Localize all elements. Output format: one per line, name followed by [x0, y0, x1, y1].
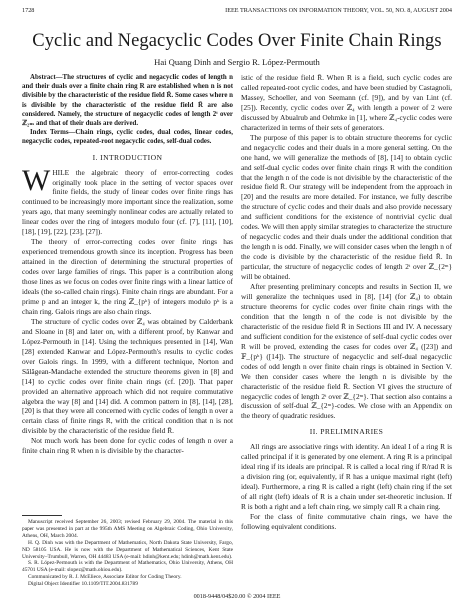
running-header	[22, 7, 452, 16]
paper-authors: Hai Quang Dinh and Sergio R. López-Permouth	[154, 57, 320, 67]
footnote-lopez: S. R. López-Permouth is with the Department of Mathematics, Ohio University, Athens, OH 45701 USA (e-mail: slopez@math.ohiou.edu).	[22, 560, 233, 574]
right-paragraph-3: After presenting preliminary concepts and results in Section II, we will generalize the techniques used in [8], [14] (for ℤ₄) to obtain structure theorems for cyclic codes over finite chain rings with the condition that the length n of the code is not divisible by the characteristic of the residue field R̄ in Sections III and IV. A necessary and sufficient condition for the existence of self-dual cyclic codes over R will be proved, extending the cases for codes over ℤ₄ ([23]) and 𝔽_{pᵏ} ([14]). The structure of negacyclic and self-dual negacyclic codes of odd length n over finite chain rings is obtained in Section V. We then consider cases where the length n is divisible by the characteristic of the residue field R̄. Section VI gives the structure of negacyclic codes of length 2ᵗ over ℤ_{2ᵐ}. That section also contains a discussion of self-dual ℤ_{2ᵐ}-codes. We close with an Appendix on the theory of quadratic residues.	[241, 282, 452, 421]
intro-paragraph-1-text: HILE the algebraic theory of error-correcting codes originally took place in the setting of vector spaces over finite fields, the study of linear codes over finite rings has continued to be increasingly more important since the realization, some years ago, that many seemingly nonlinear codes are actually related to linear codes over the ring of integers modulo four (cf. [7], [11], [10], [18], [19], [22], [23], [27]).	[22, 167, 233, 237]
journal-header: IEEE TRANSACTIONS ON INFORMATION THEORY, VOL. 50, NO. 8, AUGUST 2004	[225, 7, 452, 14]
footnote-communicated: Communicated by R. J. McEliece, Associate Editor for Coding Theory.	[28, 574, 182, 581]
page-number: 1728	[22, 7, 35, 14]
intro-paragraph-1	[22, 163, 233, 238]
section-heading-introduction: I. INTRODUCTION	[92, 152, 163, 162]
left-column	[22, 73, 233, 456]
footnote-doi: Digital Object Identifier 10.1109/TIT.2004.831789	[28, 581, 138, 588]
right-column	[241, 73, 452, 532]
copyright-footer: 0018-9448/04$20.00 © 2004 IEEE	[193, 593, 281, 600]
footnote-received: Manuscript received September 26, 2003; revised February 29, 2004. The material in this paper was presented in part at the 995th AMS Meeting on Algebraic Coding, Ohio University, Athens, OH, March 2004.	[22, 519, 233, 539]
right-paragraph-2: The purpose of this paper is to obtain structure theorems for cyclic and negacyclic codes and their duals in a more general setting. On the one hand, we will generalize the methods of [8], [14] to obtain cyclic and self-dual cyclic codes over finite chain rings R with the condition that the length n of the code is not divisible by the characteristic of the residue field R̄. Our strategy will be independent from the approach in [20] and the results are more detailed. For instance, we fully describe the structure of cyclic codes and their duals and also provide necessary and sufficient conditions for the existence of nontrivial cyclic dual codes. We will then apply similar strategies to characterize the structure of negacyclic codes and their duals under the additional condition that the length n is odd. Finally, we will consider cases when the length n of the code is divisible by the characteristic of the residue field R̄. In particular, the structure of negacyclic codes of length 2ᵗ over ℤ_{2ᵐ} will be obtained.	[241, 132, 452, 282]
right-paragraph-4: All rings are associative rings with identity. An ideal I of a ring R is called principal if it is generated by one element. A ring R is a principal ideal ring if its ideals are principal. R is called a local ring if R/rad R is a division ring (or, equivalently, if R has a unique maximal right (left) ideal). Furthermore, a ring R is called a right (left) chain ring if the set of all right (left) ideals of R is a chain under set-theoretic inclusion. If R is both a right and a left chain ring, we simply call R a chain ring.	[241, 442, 452, 512]
intro-paragraph-3: The structure of cyclic codes over ℤ₄ was obtained by Calderbank and Sloane in [8] and later on, with a different proof, by Kanwar and López-Permouth in [14]. Using the techniques presented in [14], Wan [28] extended Kanwar and López-Permouth's results to cyclic codes over Galois rings. In 1999, with a different technique, Norton and Sălăgean-Mandache extended the structure theorems given in [8] and [14] to cyclic codes over finite chain rings (cf. [20]). That paper provided an alternative approach which did not require commutative algebra the way [8] and [14] did. A common pattern in [8], [14], [28], [20] is that they were all concerned with cyclic codes of length n over a certain class of finite rings R, with the critical condition that n is not divisible by the characteristic of the residue field R̄.	[22, 316, 233, 436]
right-paragraph-5: For the class of finite commutative chain rings, we have the following equivalent conditions.	[241, 511, 452, 531]
section-heading-preliminaries: II. PRELIMINARIES	[309, 427, 384, 437]
footnote-dinh: H. Q. Dinh was with the Department of Mathematics, North Dakota State University, Fargo, ND 58105 USA. He is now with the Department of Mathematical Sciences, Kent State University–Trumbull, Warren, OH 44483 USA (e-mail: hdinh@kent.edu; hdinh@math.kent.edu).	[22, 539, 233, 560]
paper-title: Cyclic and Negacyclic Codes Over Finite Chain Rings	[32, 31, 442, 51]
footnote-rule	[22, 515, 62, 516]
intro-paragraph-2: The theory of error-correcting codes over finite rings has experienced tremendous growth since its inception. Progress has been attained in the direction of determining the structural properties of codes over large families of rings. This paper is a contribution along those lines as we focus on codes over finite rings with a linear lattice of ideals (the so-called chain rings). Finite chain rings are abundant. For a prime p and an integer k, the ring ℤ_{pᵏ} of integers modulo pᵏ is a chain ring. Galois rings are also chain rings.	[22, 237, 233, 316]
right-paragraph-1: istic of the residue field R̄. When R is a field, such cyclic codes are called repeated-root cyclic codes, and have been studied by Castagnoli, Massey, Schoeller, and von Seemann (cf. [9]), and by van Lint (cf. [25]). Recently, cyclic codes over ℤ₄ with length a power of 2 were discussed by Abualrub and Oehmke in [1], where ℤ₄-cyclic codes were characterized in terms of their sets of generators.	[241, 73, 452, 132]
footnotes	[22, 519, 233, 588]
abstract: Abstract—The structures of cyclic and negacyclic codes of length n and their duals over a finite chain ring R are established when n is not divisible by the characteristic of the residue field R̄. Some cases where n is divisible by the characteristic of the residue field R̄ are also considered. Namely, the structure of negacyclic codes of length 2ᵗ over ℤ₂ₘ and that of their duals are derived.	[22, 74, 233, 128]
drop-cap: W	[22, 163, 51, 197]
intro-paragraph-4: Not much work has been done for cyclic codes of length n over a finite chain ring R when n is divisible by the character-	[22, 436, 233, 456]
index-terms: Index Terms—Chain rings, cyclic codes, dual codes, linear codes, negacyclic codes, repeated-root negacyclic codes, self-dual codes.	[22, 129, 233, 146]
